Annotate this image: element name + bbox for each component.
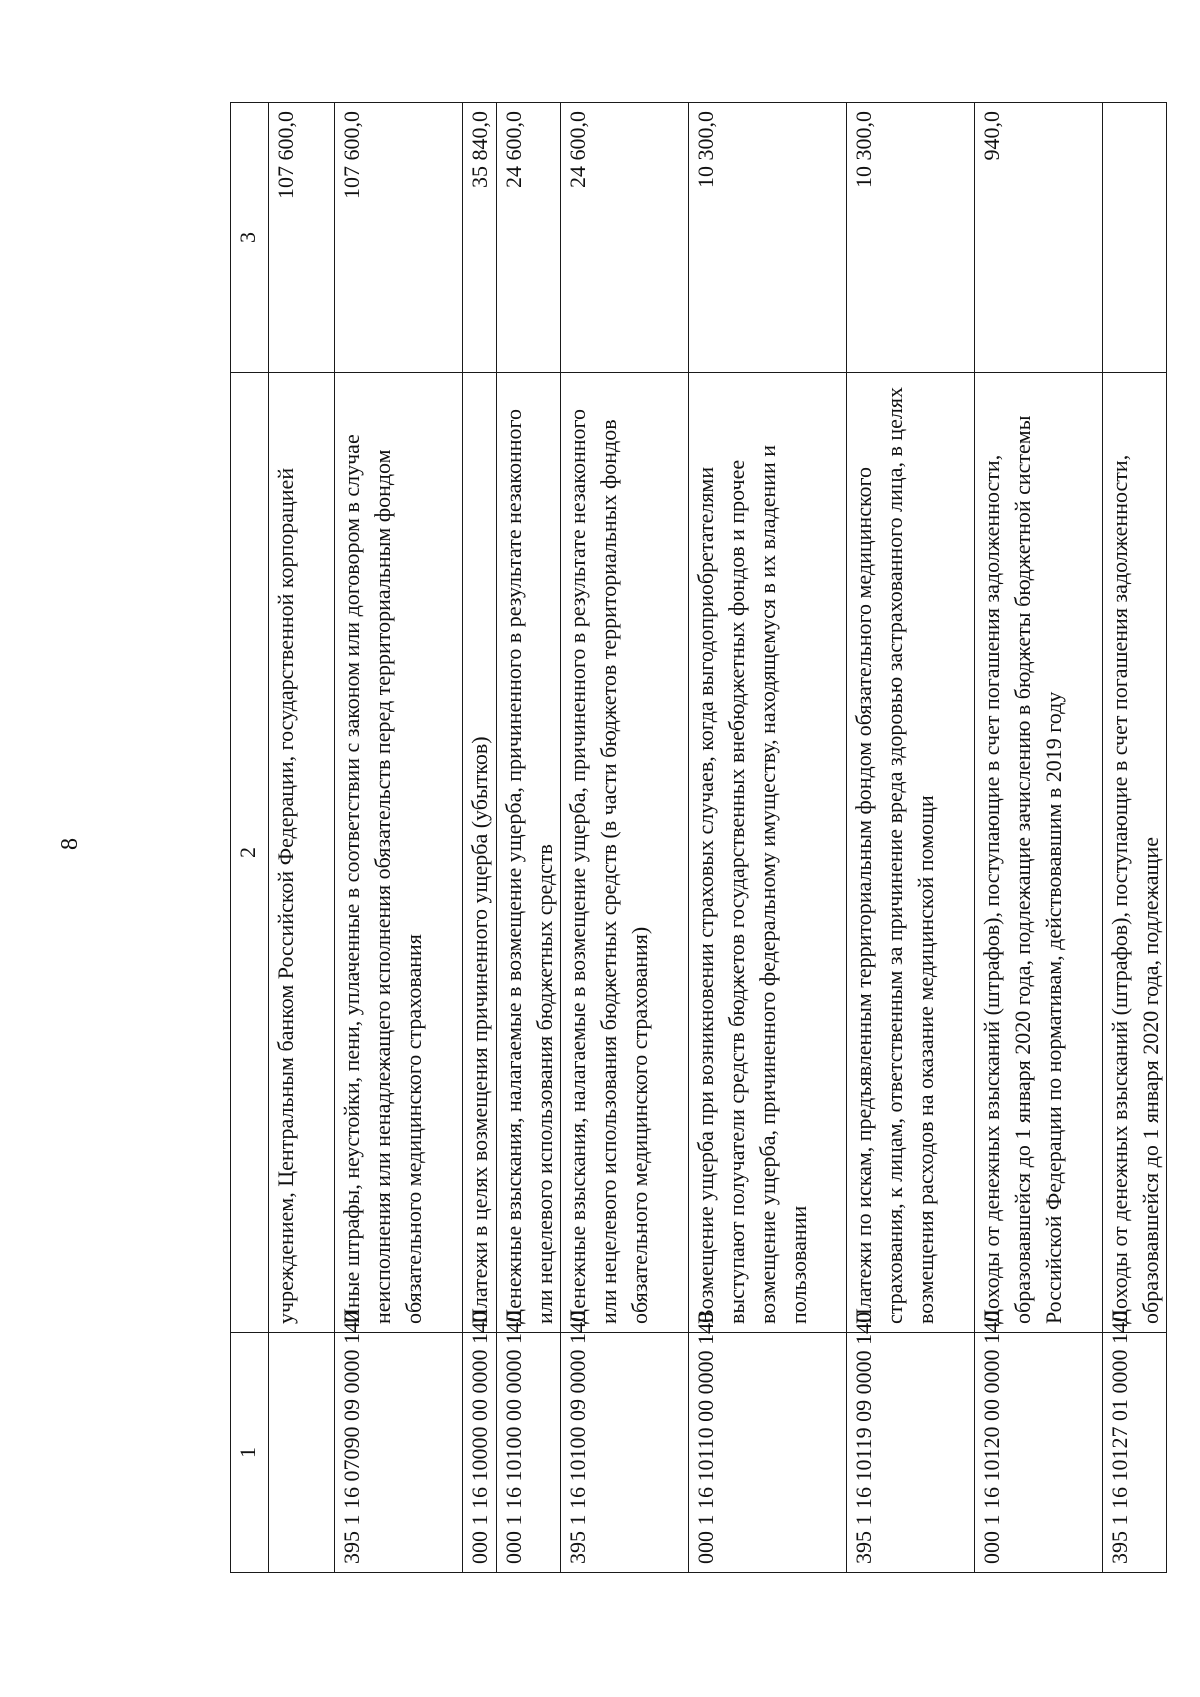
amount-cell: 24 600,0 — [497, 103, 561, 373]
budget-code-cell — [269, 1333, 335, 1573]
table-row — [1103, 103, 1167, 1573]
header-row — [231, 103, 269, 1573]
header-col-1: 1 — [231, 1333, 269, 1573]
table-row — [975, 103, 1103, 1573]
amount-cell: 107 600,0 — [269, 103, 335, 373]
description-cell: учреждением, Центральным банком Российской Федерации, государственной корпорацией — [269, 373, 335, 1333]
amount-cell: 10 300,0 — [847, 103, 975, 373]
description-cell: Денежные взыскания, налагаемые в возмещение ущерба, причиненного в результате незаконного или нецелевого использования бюджетных средств (в части бюджетов территориальных фондов обязательного медицинского страхования) — [561, 373, 689, 1333]
budget-code-cell: 000 1 16 10100 00 0000 140 — [497, 1333, 561, 1573]
budget-code-cell: 000 1 16 10120 00 0000 140 — [975, 1333, 1103, 1573]
description-cell: Денежные взыскания, налагаемые в возмещение ущерба, причиненного в результате незаконного или нецелевого использования бюджетных средств — [497, 373, 561, 1333]
table-row — [335, 103, 463, 1573]
amount-cell: 107 600,0 — [335, 103, 463, 373]
amount-cell: 35 840,0 — [463, 103, 497, 373]
budget-code-cell: 000 1 16 10110 00 0000 140 — [689, 1333, 847, 1573]
description-cell: Платежи в целях возмещения причиненного ущерба (убытков) — [463, 373, 497, 1333]
description-cell: Платежи по искам, предъявленным территориальным фондом обязательного медицинского страхования, к лицам, ответственным за причинение вреда здоровью застрахованного лица, в целях возмещения расходов на оказание медицинской помощи — [847, 373, 975, 1333]
header-col-2: 2 — [231, 373, 269, 1333]
description-cell: Возмещение ущерба при возникновении страховых случаев, когда выгодоприобретателями выступают получатели средств бюджетов государственных внебюджетных фондов и прочее возмещение ущерба, причиненного федеральному имуществу, находящемуся в их владении и пользовании — [689, 373, 847, 1333]
table-row — [689, 103, 847, 1573]
amount-cell: 940,0 — [975, 103, 1103, 373]
table-row — [847, 103, 975, 1573]
header-col-3: 3 — [231, 103, 269, 373]
rotated-table-wrapper — [230, 103, 1200, 1573]
page-number: 8 — [57, 838, 83, 850]
table-row — [497, 103, 561, 1573]
budget-code-cell: 395 1 16 10100 09 0000 140 — [561, 1333, 689, 1573]
budget-code-cell: 000 1 16 10000 00 0000 140 — [463, 1333, 497, 1573]
budget-code-cell: 395 1 16 07090 09 0000 140 — [335, 1333, 463, 1573]
table-row — [269, 103, 335, 1573]
budget-code-cell: 395 1 16 10127 01 0000 140 — [1103, 1333, 1167, 1573]
description-cell: Доходы от денежных взысканий (штрафов), поступающие в счет погашения задолженности, образовавшейся до 1 января 2020 года, подлежащие — [1103, 373, 1167, 1333]
description-cell: Доходы от денежных взысканий (штрафов), поступающие в счет погашения задолженности, образовавшейся до 1 января 2020 года, подлежащие зачислению в бюджеты бюджетной системы Российской Федерации по нормативам, действовавшим в 2019 году — [975, 373, 1103, 1333]
amount-cell: 10 300,0 — [689, 103, 847, 373]
amount-cell: 24 600,0 — [561, 103, 689, 373]
description-cell: Иные штрафы, неустойки, пени, уплаченные в соответствии с законом или договором в случае неисполнения или ненадлежащего исполнения обязательств перед территориальным фондом обязательного медицинского страхования — [335, 373, 463, 1333]
amount-cell — [1103, 103, 1167, 373]
table-row — [463, 103, 497, 1573]
table-row — [561, 103, 689, 1573]
budget-code-cell: 395 1 16 10119 09 0000 140 — [847, 1333, 975, 1573]
budget-revenue-table — [230, 102, 1167, 1573]
